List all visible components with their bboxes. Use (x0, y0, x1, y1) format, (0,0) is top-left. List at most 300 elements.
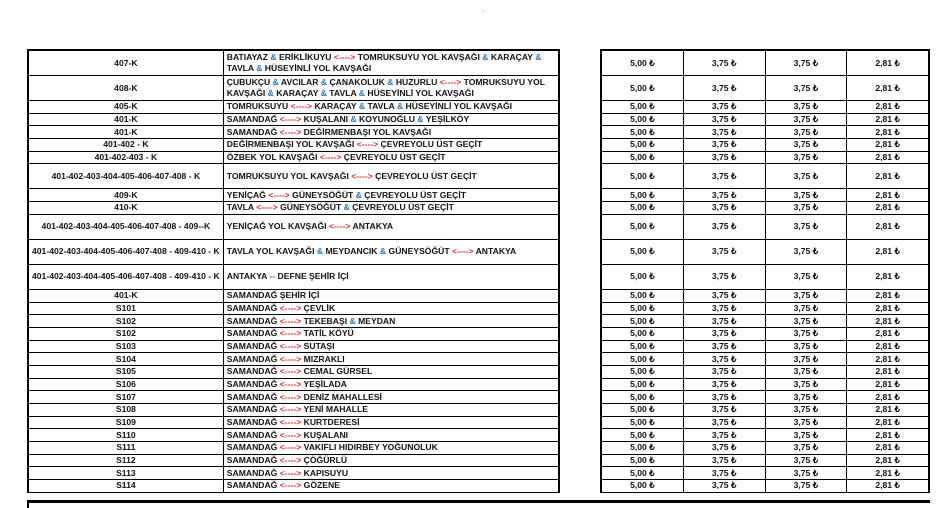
arrow-separator: <----> (452, 246, 474, 257)
route-text: GÖZENE (301, 480, 340, 491)
route-text: KARAÇAY (488, 52, 536, 62)
route-code: 401-K (28, 113, 223, 126)
route-row (28, 391, 559, 404)
fare-price: 5,00 ₺ (601, 239, 683, 264)
route-text: SAMANDAĞ ŞEHİR İÇİ (226, 290, 320, 301)
ampersand-separator: & (358, 101, 366, 112)
route-description (223, 264, 559, 289)
route-text: HUZURLU (393, 77, 440, 87)
route-text: ÇEVREYOLU ÜST GEÇİT (361, 189, 467, 200)
fare-price: 3,75 ₺ (683, 289, 765, 302)
fare-price: 5,00 ₺ (601, 467, 683, 480)
route-description (223, 202, 559, 215)
fare-price: 2,81 ₺ (847, 202, 929, 215)
fare-price: 2,81 ₺ (847, 50, 929, 76)
route-code: S107 (28, 391, 223, 404)
ampersand-separator: & (355, 189, 362, 200)
route-row (28, 353, 559, 366)
arrow-separator: <----> (351, 170, 373, 181)
fare-price: 3,75 ₺ (765, 480, 847, 493)
route-code: 401-402-403-404-405-406-407-408 - 409--K (28, 214, 223, 239)
fare-price: 5,00 ₺ (601, 365, 683, 378)
route-text: TOMRUKSUYU YOL KAVŞAĞI (355, 52, 483, 62)
fare-price: 3,75 ₺ (765, 404, 847, 417)
fare-price: 3,75 ₺ (683, 214, 765, 239)
fare-price: 2,81 ₺ (847, 101, 929, 114)
fare-price: 2,81 ₺ (847, 353, 929, 366)
route-code: 408-K (28, 76, 223, 101)
route-row (28, 480, 559, 493)
fare-price: 3,75 ₺ (765, 416, 847, 429)
fare-row (601, 202, 929, 215)
route-text: ANTAKYA (473, 246, 517, 257)
route-text: KUŞALANI (301, 114, 351, 125)
fare-price: 2,81 ₺ (847, 139, 929, 152)
route-code: 405-K (28, 101, 223, 114)
fare-price: 5,00 ₺ (601, 113, 683, 126)
fare-price: 5,00 ₺ (601, 126, 683, 139)
route-row (28, 239, 559, 264)
route-description (223, 404, 559, 417)
route-text: TOMRUKSUYU YOL KAVŞAĞI (226, 77, 545, 98)
route-text: CEMAL GÜRSEL (301, 366, 373, 377)
route-row (28, 467, 559, 480)
route-description (223, 467, 559, 480)
route-text: DEĞİRMENBAŞI YOL KAVŞAĞI (226, 139, 357, 150)
fare-row (601, 467, 929, 480)
route-code: 401-402-403-404-405-406-407-408 - K (28, 164, 223, 189)
fare-price: 3,75 ₺ (765, 189, 847, 202)
fare-row (601, 391, 929, 404)
route-text: MIZRAKLI (301, 353, 345, 364)
route-text: MEYDAN (355, 315, 396, 326)
fare-row (601, 365, 929, 378)
route-text: TOMRUKSUYU YOL KAVŞAĞI (226, 170, 352, 181)
arrow-separator: <----> (279, 480, 302, 491)
route-text: SAMANDAĞ (226, 366, 280, 377)
route-description (223, 327, 559, 340)
route-description (223, 315, 559, 328)
route-text: TAVLA (226, 63, 257, 73)
arrow-separator: <----> (279, 378, 302, 389)
route-text: SAMANDAĞ (226, 302, 280, 313)
fare-price: 2,81 ₺ (847, 239, 929, 264)
route-text: SAMANDAĞ (226, 315, 280, 326)
fare-price: 5,00 ₺ (601, 429, 683, 442)
route-code: S105 (28, 365, 223, 378)
fare-price: 3,75 ₺ (683, 353, 765, 366)
fare-price: 5,00 ₺ (601, 353, 683, 366)
fare-row (601, 302, 929, 315)
fare-price: 3,75 ₺ (683, 391, 765, 404)
arrow-separator: <----> (268, 189, 290, 200)
route-code: S106 (28, 378, 223, 391)
route-description (223, 113, 559, 126)
fare-price: 2,81 ₺ (847, 416, 929, 429)
table-left-border-stub (27, 500, 29, 508)
route-code: S112 (28, 454, 223, 467)
arrow-separator: <----> (319, 152, 342, 163)
fare-price: 2,81 ₺ (847, 189, 929, 202)
arrow-separator: <----> (279, 353, 302, 364)
fare-price: 2,81 ₺ (847, 76, 929, 101)
route-row (28, 289, 559, 302)
fare-price: 2,81 ₺ (847, 404, 929, 417)
fare-price: 5,00 ₺ (601, 264, 683, 289)
arrow-separator: <----> (279, 302, 302, 313)
fare-row (601, 404, 929, 417)
fare-price: 5,00 ₺ (601, 480, 683, 493)
route-description (223, 164, 559, 189)
arrow-separator: <----> (279, 442, 302, 453)
fare-price: 3,75 ₺ (765, 467, 847, 480)
fare-row (601, 378, 929, 391)
fare-price: 3,75 ₺ (683, 327, 765, 340)
route-code: 401-402-403 - K (28, 151, 223, 164)
fare-price: 2,81 ₺ (847, 378, 929, 391)
route-description (223, 429, 559, 442)
route-text: GÜNEYSÖĞÜT (386, 246, 453, 257)
route-text: SAMANDAĞ (226, 417, 280, 428)
fare-price: 3,75 ₺ (683, 365, 765, 378)
arrow-separator: <----> (279, 467, 302, 478)
ampersand-separator: & (270, 52, 277, 62)
fare-price: 2,81 ₺ (847, 442, 929, 455)
route-text: TEKEBAŞI (301, 315, 350, 326)
route-code: S111 (28, 442, 223, 455)
route-text: YEŞİLKÖY (423, 114, 470, 125)
route-code: 409-K (28, 189, 223, 202)
route-text: ÖZBEK YOL KAVŞAĞI (226, 152, 320, 163)
fare-row (601, 327, 929, 340)
route-text: SAMANDAĞ (226, 391, 280, 402)
fare-price: 2,81 ₺ (847, 327, 929, 340)
route-row (28, 315, 559, 328)
route-description (223, 139, 559, 152)
route-text: SAMANDAĞ (226, 467, 280, 478)
fare-price: 3,75 ₺ (683, 189, 765, 202)
arrow-separator: <----> (290, 101, 313, 112)
fare-price: 3,75 ₺ (683, 404, 765, 417)
route-text: ÇEVREYOLU ÜST GEÇİT (378, 139, 483, 150)
route-table-body (28, 50, 559, 492)
fare-row (601, 416, 929, 429)
arrow-separator: <----> (279, 366, 302, 377)
route-text: DEFNE ŞEHİR İÇİ (275, 271, 349, 282)
route-text: ÇEVLİK (301, 302, 336, 313)
route-code: 401-402 - K (28, 139, 223, 152)
fare-price: 5,00 ₺ (601, 340, 683, 353)
fare-price: 3,75 ₺ (765, 289, 847, 302)
fare-price: 5,00 ₺ (601, 442, 683, 455)
fare-price: 5,00 ₺ (601, 378, 683, 391)
route-text: TAVLA (226, 202, 257, 213)
route-description (223, 353, 559, 366)
arrow-separator: <----> (356, 139, 379, 150)
route-code: S103 (28, 340, 223, 353)
route-description (223, 454, 559, 467)
ampersand-separator: & (272, 77, 279, 87)
fare-price: 5,00 ₺ (601, 101, 683, 114)
route-text: SAMANDAĞ (226, 340, 280, 351)
route-row (28, 327, 559, 340)
route-text: ÇEVREYOLU ÜST GEÇİT (372, 170, 477, 181)
fare-price: 2,81 ₺ (847, 214, 929, 239)
ampersand-separator: & (358, 88, 365, 98)
route-row (28, 202, 559, 215)
route-table (27, 49, 560, 493)
fare-price: 3,75 ₺ (765, 50, 847, 76)
route-text: TAVLA (365, 101, 397, 112)
route-description (223, 378, 559, 391)
route-text: GÜNEYSÖĞÜT (289, 189, 356, 200)
route-text: ÇANAKOLUK (327, 77, 388, 87)
fare-row (601, 264, 929, 289)
arrow-separator: <----> (279, 114, 302, 125)
fare-price: 2,81 ₺ (847, 391, 929, 404)
route-text: ANTAKYA (226, 271, 270, 282)
route-text: KOYUNOĞLU (356, 114, 418, 125)
ampersand-separator: & (535, 52, 542, 62)
route-row (28, 76, 559, 101)
route-row (28, 101, 559, 114)
fare-price: 3,75 ₺ (765, 454, 847, 467)
route-text: HÜSEYİNLİ YOL KAVŞAĞI (403, 101, 513, 112)
fare-price: 5,00 ₺ (601, 202, 683, 215)
route-text: YENİÇAĞ (226, 189, 269, 200)
fare-row (601, 442, 929, 455)
route-code: S113 (28, 467, 223, 480)
fare-price: 3,75 ₺ (765, 391, 847, 404)
fare-price: 5,00 ₺ (601, 50, 683, 76)
route-row (28, 50, 559, 76)
arrow-separator: <----> (279, 429, 302, 440)
ampersand-separator: & (320, 88, 327, 98)
fare-price: 3,75 ₺ (683, 101, 765, 114)
route-text: TOMRUKSUYU (226, 101, 291, 112)
fare-price: 2,81 ₺ (847, 151, 929, 164)
route-row (28, 113, 559, 126)
fare-price: 2,81 ₺ (847, 467, 929, 480)
route-text: YEŞİLADA (301, 378, 347, 389)
ampersand-separator: & (320, 77, 328, 87)
route-text: KARAÇAY (312, 101, 359, 112)
route-code: 407-K (28, 50, 223, 76)
fare-price: 3,75 ₺ (765, 164, 847, 189)
fare-price: 3,75 ₺ (683, 340, 765, 353)
fare-price: 2,81 ₺ (847, 113, 929, 126)
route-description (223, 480, 559, 493)
fare-price: 3,75 ₺ (765, 239, 847, 264)
route-description (223, 101, 559, 114)
route-text: DENİZ MAHALLESİ (301, 391, 382, 402)
fare-price: 3,75 ₺ (683, 113, 765, 126)
fare-row (601, 164, 929, 189)
route-code: S110 (28, 429, 223, 442)
route-text: ANTAKYA (350, 221, 394, 232)
route-description (223, 214, 559, 239)
fare-price: 2,81 ₺ (847, 454, 929, 467)
ampersand-separator: & (396, 101, 404, 112)
fare-price: 5,00 ₺ (601, 454, 683, 467)
fare-price: 3,75 ₺ (765, 442, 847, 455)
fare-price: 5,00 ₺ (601, 391, 683, 404)
ampersand-separator: & (349, 315, 356, 326)
route-row (28, 404, 559, 417)
route-code: S102 (28, 327, 223, 340)
fare-row (601, 50, 929, 76)
route-text: HÜSEYİNLİ YOL KAVŞAĞI (364, 88, 474, 98)
arrow-separator: <----> (333, 52, 356, 62)
route-code: 401-402-403-404-405-406-407-408 - 409-410 - K (28, 264, 223, 289)
fare-price: 5,00 ₺ (601, 214, 683, 239)
route-text: KARAÇAY (273, 88, 321, 98)
arrow-separator: <----> (279, 455, 302, 466)
fare-row (601, 113, 929, 126)
route-text: SAMANDAĞ (226, 126, 280, 137)
arrow-separator: <----> (279, 328, 302, 339)
route-row (28, 164, 559, 189)
route-text: MEYDANCIK (323, 246, 380, 257)
route-text: SAMANDAĞ (226, 404, 280, 415)
fare-price: 5,00 ₺ (601, 164, 683, 189)
route-text: YENİ MAHALLE (301, 404, 368, 415)
route-description (223, 391, 559, 404)
route-description (223, 189, 559, 202)
route-text: BATIAYAZ (226, 52, 271, 62)
fare-price: 3,75 ₺ (683, 264, 765, 289)
ampersand-separator: & (343, 202, 350, 213)
route-text: VAKIFLI HIDIRBEY YOĞUNOLUK (301, 442, 438, 453)
ampersand-separator: & (387, 77, 394, 87)
route-text: SAMANDAĞ (226, 480, 280, 491)
route-text: SAMANDAĞ (226, 442, 280, 453)
route-text: GÜNEYSÖĞÜT (277, 202, 344, 213)
fare-price: 3,75 ₺ (683, 454, 765, 467)
table-bottom-border (27, 500, 930, 503)
fare-row (601, 76, 929, 101)
fare-price: 3,75 ₺ (683, 416, 765, 429)
route-description (223, 302, 559, 315)
fare-price: 3,75 ₺ (765, 126, 847, 139)
route-code: S114 (28, 480, 223, 493)
route-code: S104 (28, 353, 223, 366)
fare-table (600, 49, 930, 493)
fare-row (601, 289, 929, 302)
route-code: 401-K (28, 289, 223, 302)
fare-price: 5,00 ₺ (601, 76, 683, 101)
arrow-separator: <----> (328, 221, 351, 232)
fare-row (601, 429, 929, 442)
route-row (28, 429, 559, 442)
fare-row (601, 315, 929, 328)
arrow-separator: <----> (279, 404, 302, 415)
route-description (223, 126, 559, 139)
route-description (223, 50, 559, 76)
fare-row (601, 353, 929, 366)
route-row (28, 126, 559, 139)
fare-row (601, 139, 929, 152)
fare-price: 2,81 ₺ (847, 429, 929, 442)
arrow-separator: <----> (279, 315, 302, 326)
ampersand-separator: & (256, 63, 263, 73)
route-text: TATİL KÖYÜ (301, 328, 354, 339)
route-row (28, 442, 559, 455)
fare-price: 3,75 ₺ (683, 239, 765, 264)
fare-price: 3,75 ₺ (765, 214, 847, 239)
route-row (28, 264, 559, 289)
fare-row (601, 340, 929, 353)
route-description (223, 340, 559, 353)
page-mark: ° (482, 10, 484, 16)
fare-price: 3,75 ₺ (683, 202, 765, 215)
fare-price: 5,00 ₺ (601, 189, 683, 202)
ampersand-separator: & (316, 246, 324, 257)
fare-price: 3,75 ₺ (683, 429, 765, 442)
route-text: SUTAŞI (301, 340, 335, 351)
fare-price: 5,00 ₺ (601, 302, 683, 315)
fare-price: 3,75 ₺ (683, 126, 765, 139)
route-code: S109 (28, 416, 223, 429)
route-description (223, 151, 559, 164)
route-description (223, 76, 559, 101)
route-text: SAMANDAĞ (226, 455, 280, 466)
route-text: KAPISUYU (301, 467, 349, 478)
route-row (28, 151, 559, 164)
fare-price: 3,75 ₺ (765, 340, 847, 353)
fare-row (601, 126, 929, 139)
arrow-separator: <----> (279, 391, 302, 402)
fare-price: 5,00 ₺ (601, 139, 683, 152)
fare-price: 3,75 ₺ (765, 302, 847, 315)
route-text: KUŞALANI (301, 429, 349, 440)
fare-price: 2,81 ₺ (847, 164, 929, 189)
fare-price: 3,75 ₺ (765, 264, 847, 289)
route-code: S101 (28, 302, 223, 315)
route-text: SAMANDAĞ (226, 429, 280, 440)
route-text: ÇÖĞÜRLÜ (301, 455, 348, 466)
ampersand-separator: & (350, 114, 357, 125)
fare-price: 3,75 ₺ (683, 151, 765, 164)
fare-price: 5,00 ₺ (601, 404, 683, 417)
arrow-separator: -- (269, 271, 276, 282)
route-description (223, 289, 559, 302)
route-description (223, 442, 559, 455)
route-text: SAMANDAĞ (226, 378, 280, 389)
ampersand-separator: & (417, 114, 424, 125)
fare-price: 2,81 ₺ (847, 126, 929, 139)
route-text: SAMANDAĞ (226, 353, 280, 364)
route-description (223, 365, 559, 378)
fare-price: 3,75 ₺ (765, 315, 847, 328)
fare-price: 3,75 ₺ (683, 50, 765, 76)
route-text: ÇEVREYOLU ÜST GEÇİT (349, 202, 454, 213)
fare-price: 2,81 ₺ (847, 340, 929, 353)
fare-price: 3,75 ₺ (765, 151, 847, 164)
fare-row (601, 151, 929, 164)
fare-price: 2,81 ₺ (847, 289, 929, 302)
route-code: S102 (28, 315, 223, 328)
ampersand-separator: & (379, 246, 387, 257)
ampersand-separator: & (482, 52, 489, 62)
route-text: KURTDERESİ (301, 417, 360, 428)
route-text: TAVLA (326, 88, 359, 98)
route-text: HÜSEYİNLİ YOL KAVŞAĞI (262, 63, 372, 73)
arrow-separator: <----> (279, 340, 302, 351)
fare-price: 3,75 ₺ (765, 365, 847, 378)
route-row (28, 340, 559, 353)
route-row (28, 378, 559, 391)
